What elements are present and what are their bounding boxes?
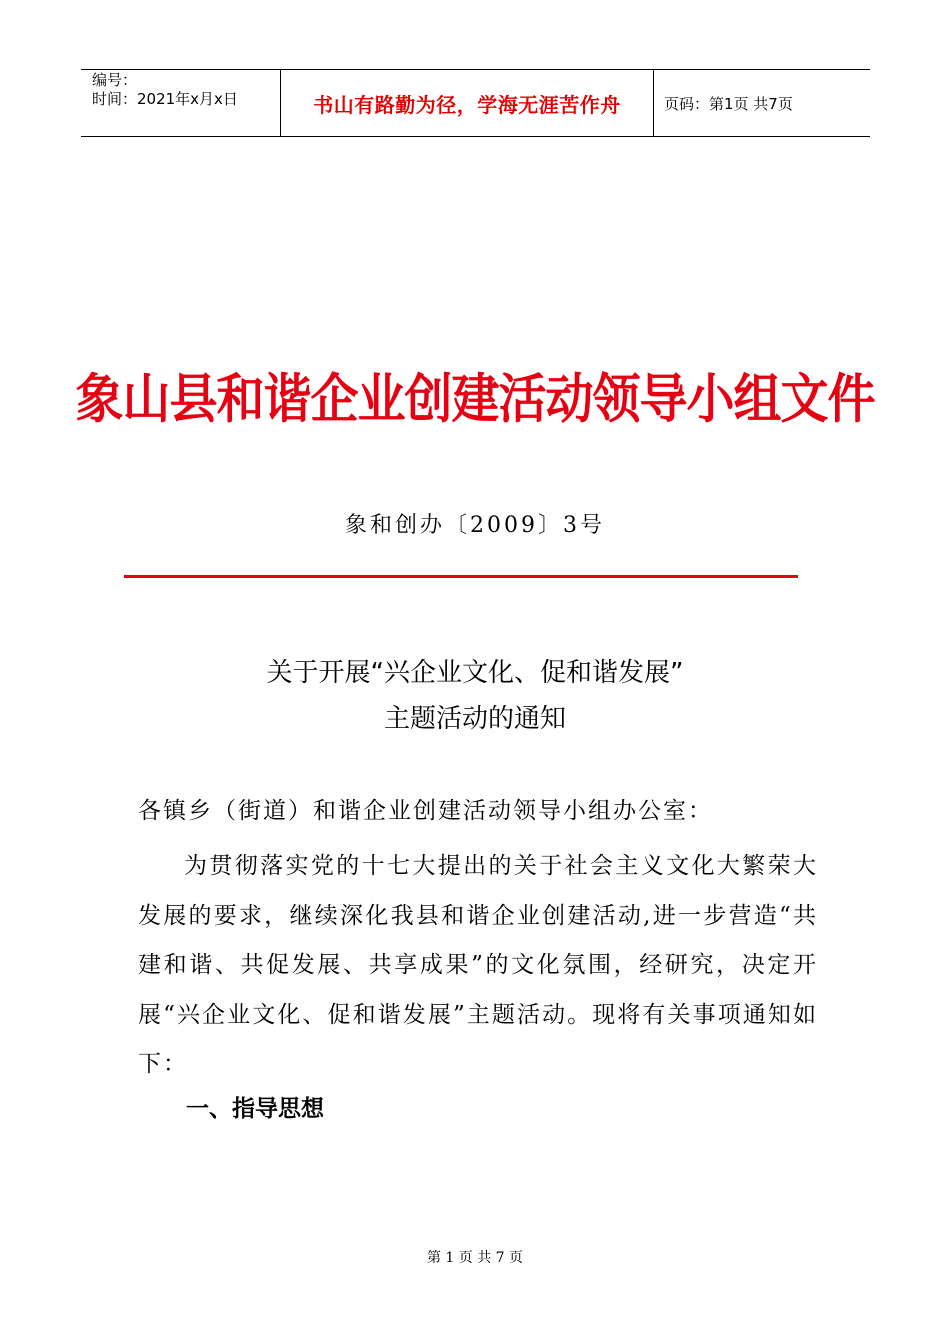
salutation: 各镇乡（街道）和谐企业创建活动领导小组办公室： [138, 798, 713, 824]
document-number: 象和创办〔2009〕3号 [345, 513, 605, 538]
header-motto: 书山有路勤为径，学海无涯苦作舟 [313, 92, 621, 117]
header-page-info: 页码：第1页 共7页 [664, 94, 793, 113]
body-paragraph: 为贯彻落实党的十七大提出的关于社会主义文化大繁荣大发展的要求，继续深化我县和谐企业创建活动,进一步营造“共建和谐、共促发展、共享成果”的文化氛围，经研究，决定开展“兴企业文化、促和谐发展”主题活动。现将有关事项通知如下： [138, 853, 818, 1077]
document-title: 象山县和谐企业创建活动领导小组文件 [75, 368, 875, 431]
header-time-label: 时间：2021年x月x日 [92, 90, 238, 108]
red-divider [124, 575, 798, 578]
page-footer: 第 1 页 共 7 页 [426, 1250, 524, 1266]
notice-title-line2: 主题活动的通知 [383, 704, 566, 734]
header-table [81, 69, 870, 137]
notice-title-line1: 关于开展“兴企业文化、促和谐发展” [266, 658, 684, 688]
header-motto-cell [281, 70, 654, 136]
section-heading: 一、指导思想 [186, 1096, 324, 1122]
header-number-label: 编号： [92, 71, 138, 89]
header-meta [81, 70, 281, 136]
